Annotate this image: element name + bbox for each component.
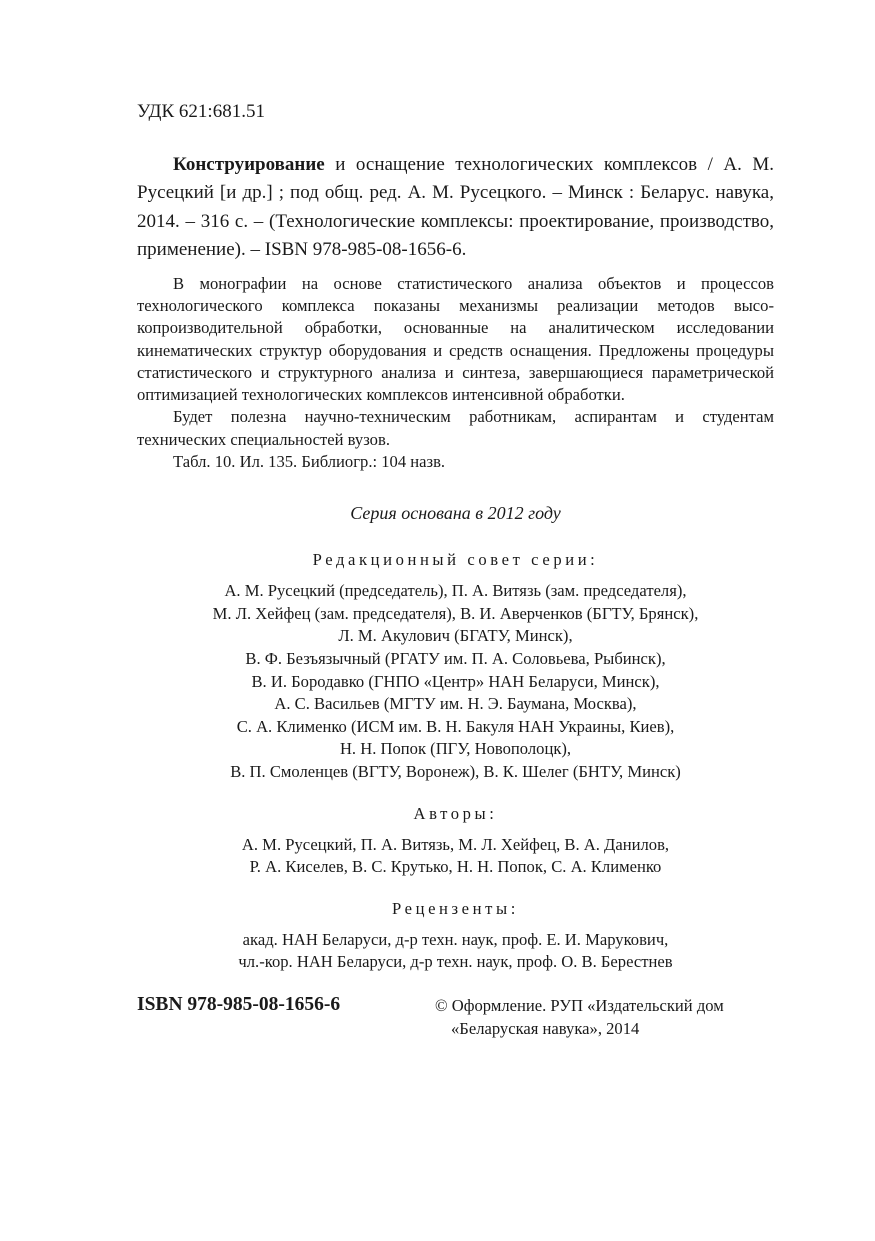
copyright-notice [435, 994, 724, 1040]
udk-code: УДК 621:681.51 [137, 101, 265, 122]
copyright-line-1: © Оформление. РУП «Издательский дом [435, 996, 724, 1016]
abstract-paragraph-1: В монографии на основе статистического анализа объектов и процессов технологического комплекса показаны механизмы реализации методов высокопроизводительной обработки, основанные на аналитическом исследовании кинематических структур оборудования и средств оснащения. Предложены процедуры статистического и структурного анализа и синтеза, завершающиеся параметрической оптимизацией технологических комплексов интенсивной обработки. [137, 273, 774, 405]
editorial-board-heading: Редакционный совет серии: [312, 550, 599, 570]
series-note: Серия основана в 2012 году [350, 503, 561, 524]
bibliographic-rest: и оснащение технологических комплексов / А. М. Русецкий [и др.] ; под общ. ред. А. М. Русецкого. – Минск : Беларус. навука, 2014. – 316 с. – (Технологические комплексы: проектирование, производство, применение). – ISBN 978-985-08-1656-6. [137, 154, 774, 261]
authors-line: Р. А. Киселев, В. С. Крутько, Н. Н. Попок, С. А. Клименко [249, 857, 662, 877]
isbn-copyright-row [137, 993, 774, 1043]
editorial-board-line: В. Ф. Безъязычный (РГАТУ им. П. А. Соловьева, Рыбинск), [245, 649, 666, 669]
editorial-board-line: А. М. Русецкий (председатель), П. А. Витязь (зам. председателя), [224, 581, 687, 601]
editorial-board-line: М. Л. Хейфец (зам. председателя), В. И. Аверченков (БГТУ, Брянск), [212, 603, 699, 623]
reviewers-line: акад. НАН Беларуси, д-р техн. наук, проф. Е. И. Марукович, [242, 929, 669, 949]
reviewers-heading: Рецензенты: [392, 898, 519, 918]
abstract-paragraph-2: Будет полезна научно-техническим работникам, аспирантам и студентам технических специальностей вузов. [137, 407, 774, 449]
editorial-board [137, 549, 774, 783]
bibliographic-record [137, 151, 774, 265]
editorial-board-line: Н. Н. Попок (ПГУ, Новополоцк), [339, 739, 572, 759]
authors-heading: Авторы: [413, 803, 498, 823]
authors-line: А. М. Русецкий, П. А. Витязь, М. Л. Хейфец, В. А. Данилов, [241, 834, 670, 854]
isbn-number: ISBN 978-985-08-1656-6 [137, 994, 341, 1016]
copyright-line-2: «Беларуская навука», 2014 [451, 1019, 640, 1039]
reviewers-line: чл.-кор. НАН Беларуси, д-р техн. наук, проф. О. В. Берестнев [238, 952, 673, 972]
editorial-board-line: В. И. Бородавко (ГНПО «Центр» НАН Беларуси, Минск), [251, 671, 660, 691]
editorial-board-line: С. А. Клименко (ИСМ им. В. Н. Бакуля НАН Украины, Киев), [236, 716, 675, 736]
editorial-board-line: А. С. Васильев (МГТУ им. Н. Э. Баумана, Москва), [274, 694, 637, 714]
abstract-paragraph-3: Табл. 10. Ил. 135. Библиогр.: 104 назв. [173, 452, 446, 471]
editorial-board-line: В. П. Смоленцев (ВГТУ, Воронеж), В. К. Шелег (БНТУ, Минск) [230, 762, 681, 782]
reviewers [137, 898, 774, 974]
copyright-page [137, 100, 774, 1043]
editorial-board-line: Л. М. Акулович (БГАТУ, Минск), [338, 626, 573, 646]
authors [137, 803, 774, 879]
bibliographic-title: Конструирование [173, 154, 325, 175]
